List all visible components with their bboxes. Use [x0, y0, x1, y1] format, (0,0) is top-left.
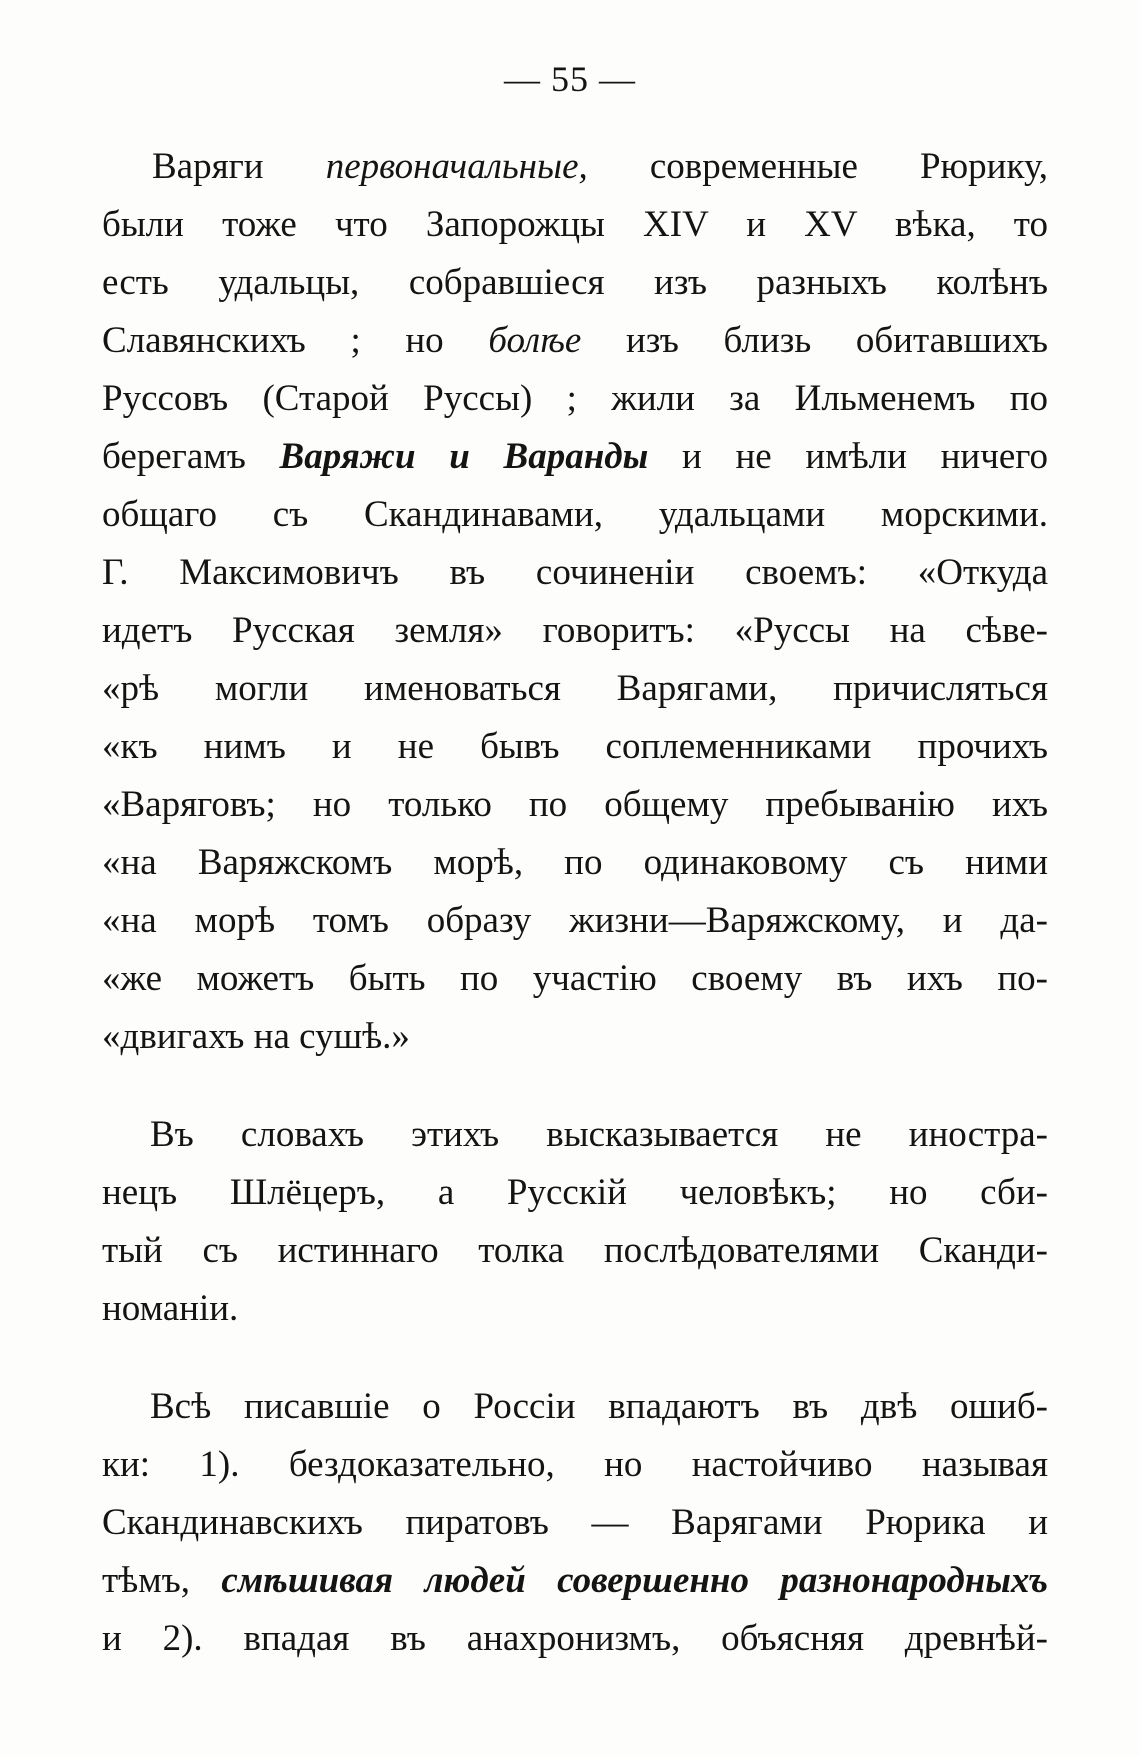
- text-line: номаніи.: [102, 1288, 239, 1329]
- text-line: «Варяговъ; но только по общему пребыванію ихъ: [102, 784, 1048, 825]
- text-line: были тоже что Запорожцы XIV и XV вѣка, то: [102, 204, 1048, 245]
- page-number: — 55 —: [504, 59, 636, 99]
- text-line: и 2). впадая въ анахронизмъ, объясняя древнѣй-: [102, 1618, 1048, 1659]
- text-line: «рѣ могли именоваться Варягами, причисляться: [102, 668, 1048, 709]
- text-line: идетъ Русская земля» говоритъ: «Руссы на сѣве-: [102, 610, 1048, 651]
- text-line: «двигахъ на сушѣ.»: [102, 1016, 410, 1057]
- text-line: ки: 1). бездоказательно, но настойчиво называя: [102, 1444, 1048, 1485]
- text-line: «на Варяжскомъ морѣ, по одинаковому съ ними: [102, 842, 1048, 883]
- text-line: тый съ истиннаго толка послѣдователями Сканди-: [102, 1230, 1048, 1271]
- text-line: Въ словахъ этихъ высказывается не иностра-: [150, 1114, 1048, 1155]
- text-line: нецъ Шлёцеръ, а Русскій человѣкъ; но сби-: [102, 1172, 1048, 1213]
- paragraph: [102, 1106, 1048, 1338]
- text-line: Всѣ писавшіе о Россіи впадаютъ въ двѣ ошиб-: [150, 1386, 1048, 1427]
- text-line: «на морѣ томъ образу жизни—Варяжскому, и да-: [102, 900, 1048, 941]
- paragraph: [102, 138, 1048, 1066]
- text-line: Славянскихъ ; но болѣе изъ близь обитавшихъ: [102, 320, 1049, 361]
- text-line: Г. Максимовичъ въ сочиненіи своемъ: «Откуда: [102, 552, 1048, 593]
- paragraph: [102, 1378, 1048, 1668]
- text-line: Скандинавскихъ пиратовъ — Варягами Рюрика и: [102, 1502, 1048, 1543]
- text-line: общаго съ Скандинавами, удальцами морскими.: [102, 494, 1048, 535]
- text-line: Варяги первоначальные, современные Рюрику,: [152, 146, 1048, 187]
- text-line: Руссовъ (Старой Руссы) ; жили за Ильменемъ по: [102, 378, 1048, 419]
- text-line: «же можетъ быть по участію своему въ ихъ по-: [102, 958, 1048, 999]
- text-line: берегамъ Варяжи и Варанды и не имѣли ничего: [102, 436, 1049, 477]
- text-line: «къ нимъ и не бывъ соплеменниками прочихъ: [102, 726, 1048, 767]
- text-line: есть удальцы, собравшіеся изъ разныхъ колѣнъ: [102, 262, 1048, 303]
- text-line: тѣмъ, смѣшивая людей совершенно разнонародныхъ: [102, 1560, 1048, 1601]
